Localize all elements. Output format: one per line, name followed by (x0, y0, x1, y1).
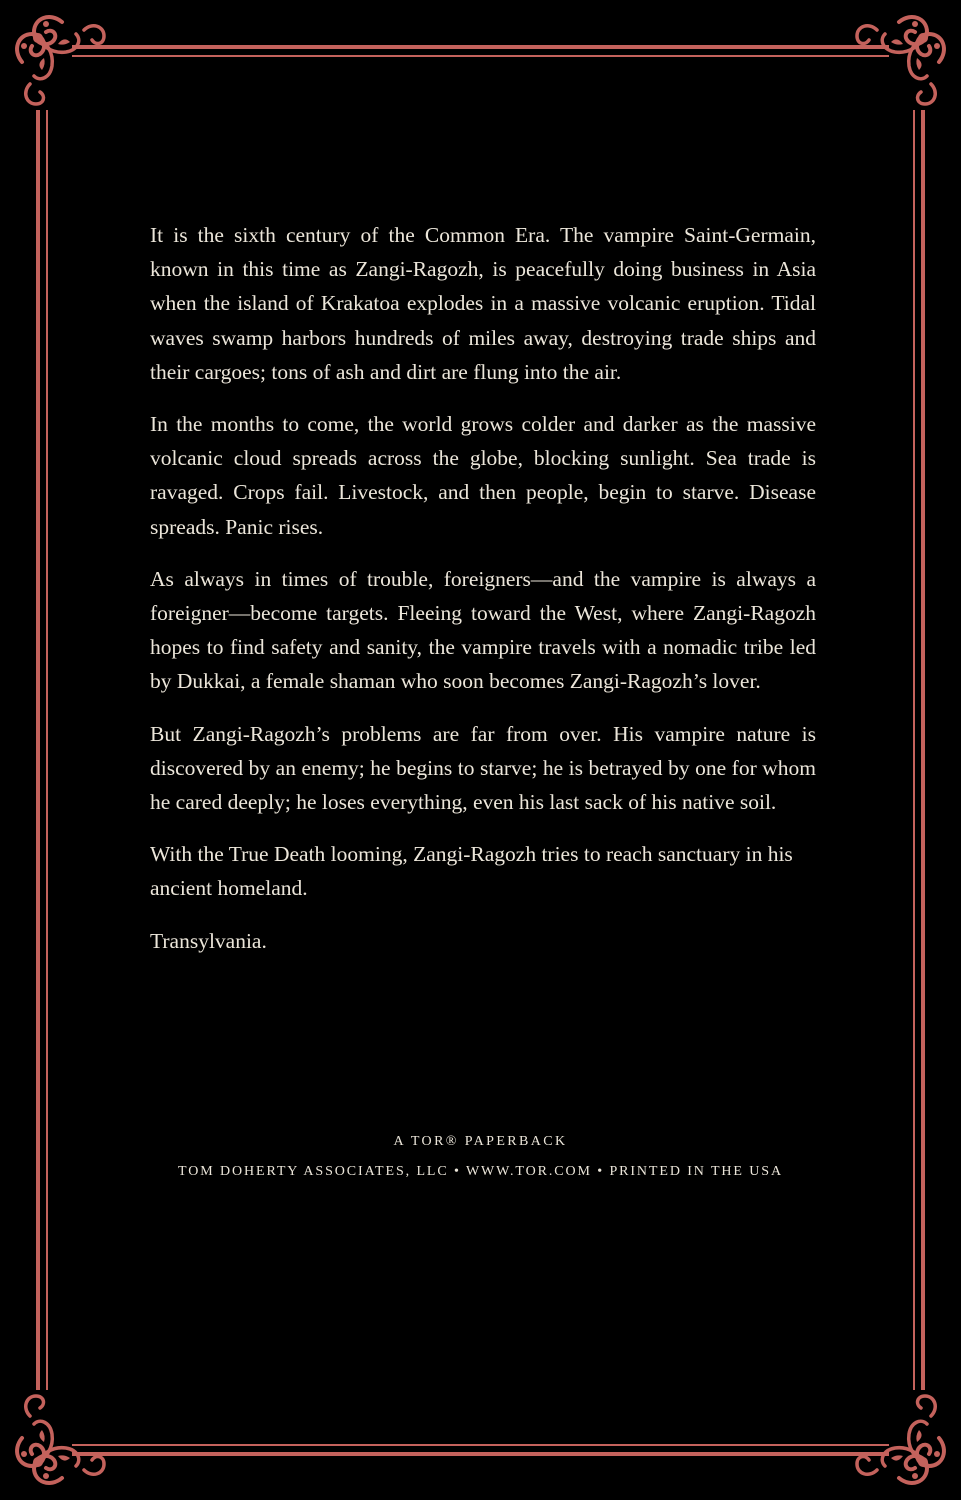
blurb-paragraph-2: In the months to come, the world grows colder and darker as the massive volcanic cloud spreads across the globe, blocking sunlight. Sea trade is ravaged. Crops fail. Livestock, and then people, begin to starve. Disease spreads. Panic rises. (150, 412, 816, 539)
back-cover-blurb (150, 218, 816, 976)
publisher-details: TOM DOHERTY ASSOCIATES, LLC • WWW.TOR.COM • PRINTED IN THE USA (178, 1164, 783, 1179)
corner-ornament-top-left (17, 17, 104, 104)
blurb-paragraph-3: As always in times of trouble, foreigners—and the vampire is always a foreigner—become targets. Fleeing toward the West, where Zangi-Ragozh hopes to find safety and sanity, the vampire travels with a nomadic tribe led by Dukkai, a female shaman who soon becomes Zangi-Ragozh’s lover. (150, 566, 816, 694)
corner-ornament-bottom-left (17, 1396, 104, 1483)
corner-ornament-top-right (857, 17, 944, 104)
blurb-paragraph-1: It is the sixth century of the Common Era. The vampire Saint-Germain, known in this time as Zangi-Ragozh, is peacefully doing business in Asia when the island of Krakatoa explodes in a massive volcanic eruption. Tidal waves swamp harbors hundreds of miles away, destroying trade ships and their cargoes; tons of ash and dirt are flung into the air. (150, 223, 816, 384)
blurb-paragraph-4: But Zangi-Ragozh’s problems are far from over. His vampire nature is discovered by an enemy; he begins to starve; he is betrayed by one for whom he cared deeply; he loses everything, even his last sack of his native soil. (150, 721, 816, 815)
blurb-paragraph-6: Transylvania. (150, 928, 267, 953)
blurb-paragraph-5: With the True Death looming, Zangi-Ragozh tries to reach sanctuary in his ancient homeland. (150, 842, 793, 901)
publisher-imprint: A TOR® PAPERBACK (393, 1134, 568, 1149)
corner-ornament-bottom-right (857, 1396, 944, 1483)
